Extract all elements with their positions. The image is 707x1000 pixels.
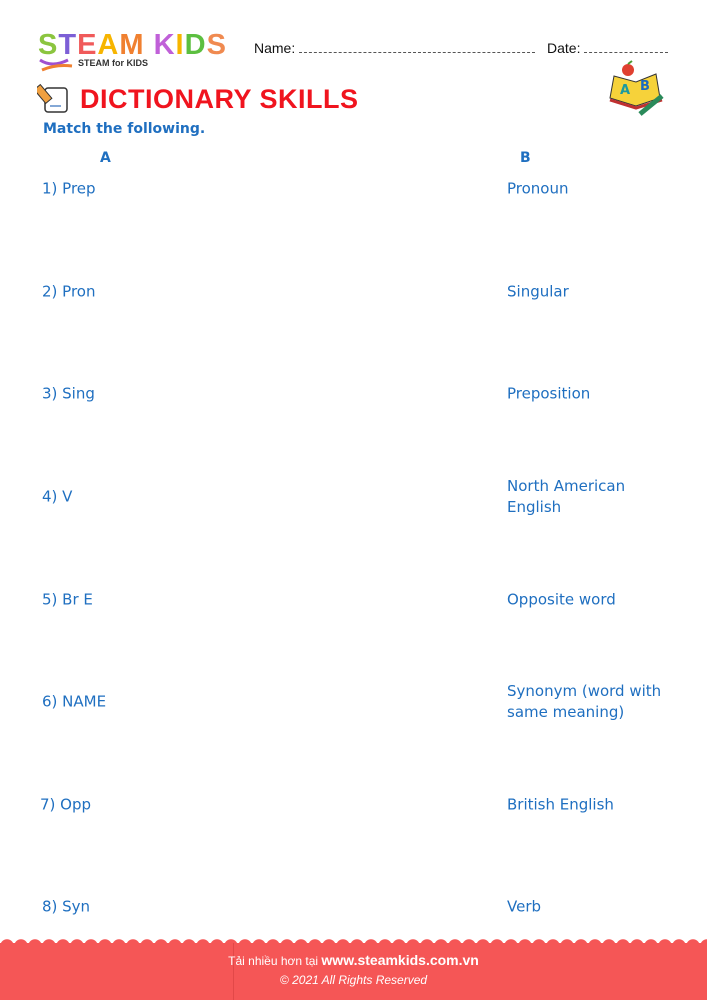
- column-b-item-line: English: [507, 498, 562, 516]
- footer-prefix: Tải nhiều hơn tại: [228, 954, 319, 968]
- steam-kids-logo: STEAM KIDS STEAM for KIDS: [38, 30, 227, 60]
- name-date-fields: [254, 40, 668, 56]
- svg-text:A: A: [620, 83, 631, 98]
- column-b-item-line: Synonym (word with: [507, 682, 662, 700]
- column-b-item-line: Singular: [507, 282, 569, 301]
- instruction-text: Match the following.: [43, 121, 206, 137]
- column-b-item: [507, 384, 590, 405]
- column-b-item: [507, 282, 569, 303]
- pencil-paper-icon: [37, 82, 73, 114]
- column-b-item: [507, 897, 541, 918]
- column-a-item: 7) Opp: [40, 795, 92, 814]
- column-a-header: A: [100, 150, 111, 166]
- footer-copyright: © 2021 All Rights Reserved: [279, 973, 428, 987]
- name-input-line[interactable]: [299, 42, 535, 53]
- column-b-item-line: Opposite word: [507, 590, 616, 609]
- date-label: Date:: [547, 40, 581, 56]
- column-b-item-line: Preposition: [507, 384, 591, 403]
- name-label: Name:: [254, 40, 296, 56]
- date-input-line[interactable]: [584, 42, 668, 53]
- column-b-item: [507, 681, 661, 723]
- column-a-item: 4) V: [42, 487, 73, 506]
- column-a-item: 6) NAME: [42, 692, 107, 711]
- logo-subtitle: STEAM for KIDS: [78, 58, 149, 68]
- column-a-item: 1) Prep: [42, 179, 96, 198]
- svg-text:B: B: [640, 79, 650, 94]
- column-b-header: B: [520, 150, 531, 166]
- column-b-item-line: same meaning): [507, 703, 625, 721]
- column-b-item: [507, 476, 625, 518]
- footer-link-line: [0, 952, 707, 968]
- column-a-item: 3) Sing: [42, 384, 95, 403]
- column-b-item-line: Verb: [507, 897, 542, 916]
- column-b-item: [507, 179, 569, 200]
- column-a-item: 5) Br E: [42, 590, 93, 609]
- column-a-item: 2) Pron: [42, 282, 96, 301]
- page-title: DICTIONARY SKILLS: [80, 84, 359, 114]
- footer-url-link[interactable]: www.steamkids.com.vn: [321, 952, 479, 968]
- column-b-item-line: North American: [507, 477, 626, 495]
- swoosh-icon: [38, 56, 76, 74]
- column-b-item: [507, 795, 614, 816]
- column-b-item-line: Pronoun: [507, 179, 569, 198]
- abc-book-icon: [606, 60, 666, 116]
- column-b-item-line: British English: [507, 795, 614, 814]
- column-b-item: [507, 590, 616, 611]
- column-a-item: 8) Syn: [42, 897, 91, 916]
